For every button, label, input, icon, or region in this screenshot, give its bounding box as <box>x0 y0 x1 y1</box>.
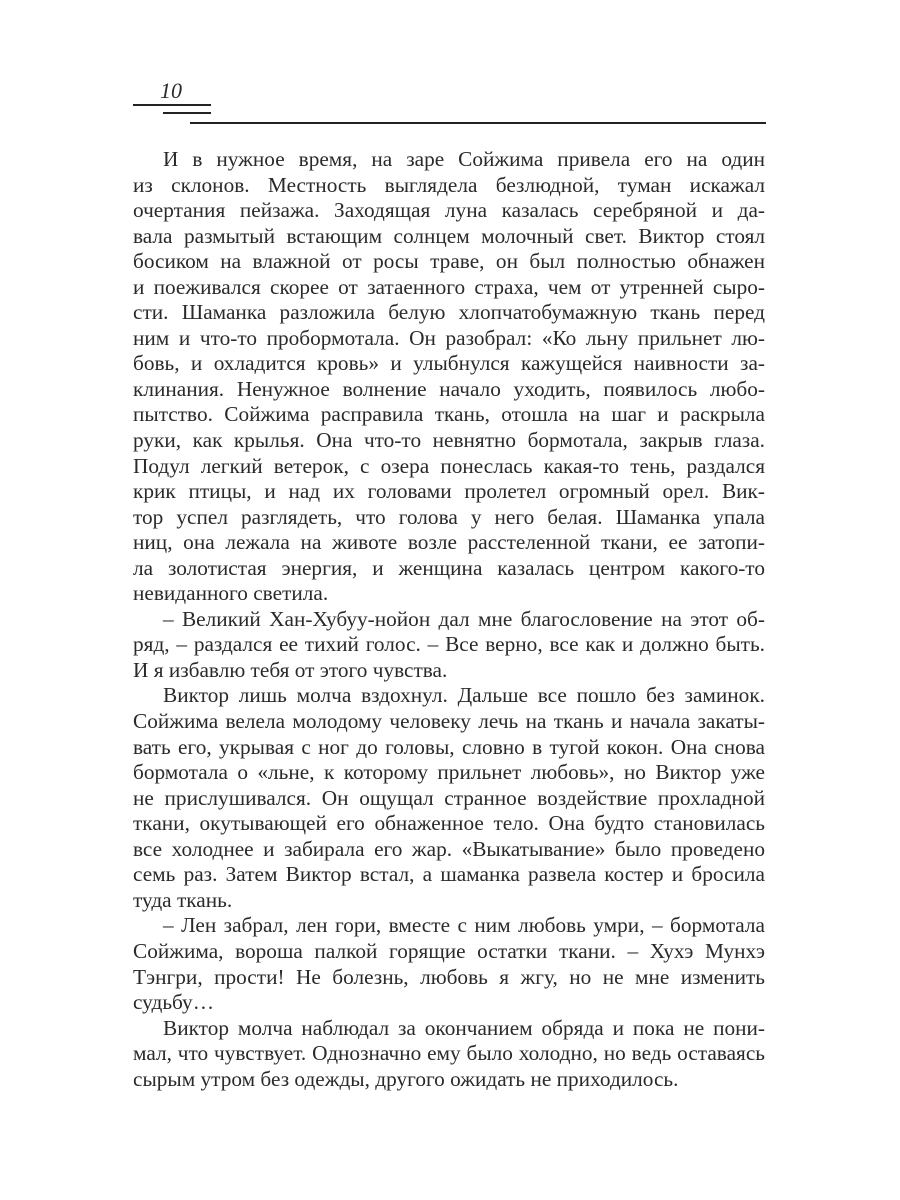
text-line: крик птицы, и над их головами пролетел огромный орел. Вик- <box>133 479 765 504</box>
text-line: тор успел разглядеть, что голова у него белая. Шаманка упала <box>133 504 765 529</box>
text-line: ниц, она лежала на животе возле расстеленной ткани, ее затопи- <box>133 530 765 555</box>
text-line: ряд, – раздался ее тихий голос. – Все верно, все как и должно быть. <box>133 632 765 657</box>
text-line: Подул легкий ветерок, с озера понеслась какая-то тень, раздался <box>133 453 765 478</box>
text-line: вать его, укрывая с ног до головы, словно в тугой кокон. Она снова <box>133 734 765 759</box>
text-line: ла золотистая энергия, и женщина казалась центром какого-то <box>133 555 765 580</box>
text-line: Тэнгри, прости! Не болезнь, любовь я жгу, но не мне изменить <box>133 964 765 989</box>
paragraph <box>133 607 765 684</box>
text-line: И я избавлю тебя от этого чувства. <box>133 657 448 682</box>
text-line: из склонов. Местность выглядела безлюдной, туман искажал <box>133 172 765 197</box>
text-line: ткани, окутывающей его обнаженное тело. Она будто становилась <box>133 811 765 836</box>
text-line: бовь, и охладится кровь» и улыбнулся кажущейся наивности за- <box>133 351 765 376</box>
paragraph <box>133 913 765 1015</box>
text-line: и поеживался скорее от затаенного страха, чем от утренней сыро- <box>133 274 765 299</box>
text-line: Виктор молча наблюдал за окончанием обряда и пока не пони- <box>163 1015 765 1040</box>
text-line: Сойжима велела молодому человеку лечь на ткань и начала закаты- <box>133 709 765 734</box>
text-line: очертания пейзажа. Заходящая луна казалась серебряной и да- <box>133 198 765 223</box>
text-line: босиком на влажной от росы траве, он был полностью обнажен <box>133 249 765 274</box>
text-line: – Великий Хан-Хубуу-нойон дал мне благословение на этот об- <box>163 606 765 631</box>
text-line: семь раз. Затем Виктор встал, а шаманка развела костер и бросила <box>133 862 765 887</box>
text-line: вала размытый встающим солнцем молочный свет. Виктор стоял <box>133 223 765 248</box>
text-line: туда ткань. <box>133 887 233 912</box>
text-line: судьбу… <box>133 990 214 1015</box>
paragraph <box>133 147 765 607</box>
text-line: И в нужное время, на заре Сойжима привела его на один <box>163 147 765 171</box>
text-line: клинания. Ненужное волнение начало уходить, появилось любо- <box>133 376 765 401</box>
text-line: руки, как крылья. Она что-то невнятно бормотала, закрыв глаза. <box>133 428 765 453</box>
paragraph <box>133 1016 765 1093</box>
text-line: ним и что-то пробормотала. Он разобрал: «Ко льну прильнет лю- <box>133 325 765 350</box>
text-line: не прислушивался. Он ощущал странное воздействие прохладной <box>133 785 765 810</box>
text-line: пытство. Сойжима расправила ткань, отошла на шаг и раскрыла <box>133 402 765 427</box>
paragraph <box>133 683 765 913</box>
header-rule-long <box>190 122 766 124</box>
header-rule-short-1 <box>133 104 211 106</box>
body-text <box>133 147 765 1092</box>
header-rule-short-2 <box>163 112 211 114</box>
text-line: Виктор лишь молча вздохнул. Дальше все пошло без заминок. <box>163 683 765 708</box>
text-line: бормотала о «льне, к которому прильнет любовь», но Виктор уже <box>133 760 765 785</box>
text-line: сти. Шаманка разложила белую хлопчатобумажную ткань перед <box>133 300 765 325</box>
page-number: 10 <box>160 78 182 103</box>
text-line: мал, что чувствует. Однозначно ему было холодно, но ведь оставаясь <box>133 1041 765 1066</box>
text-line: Сойжима, вороша палкой горящие остатки ткани. – Хухэ Мунхэ <box>133 938 765 963</box>
text-line: – Лен забрал, лен гори, вместе с ним любовь умри, – бормотала <box>163 913 765 938</box>
text-line: невиданного светила. <box>133 581 329 606</box>
text-line: сырым утром без одежды, другого ожидать не приходилось. <box>133 1066 679 1091</box>
text-line: все холоднее и забирала его жар. «Выкатывание» было проведено <box>133 836 765 861</box>
